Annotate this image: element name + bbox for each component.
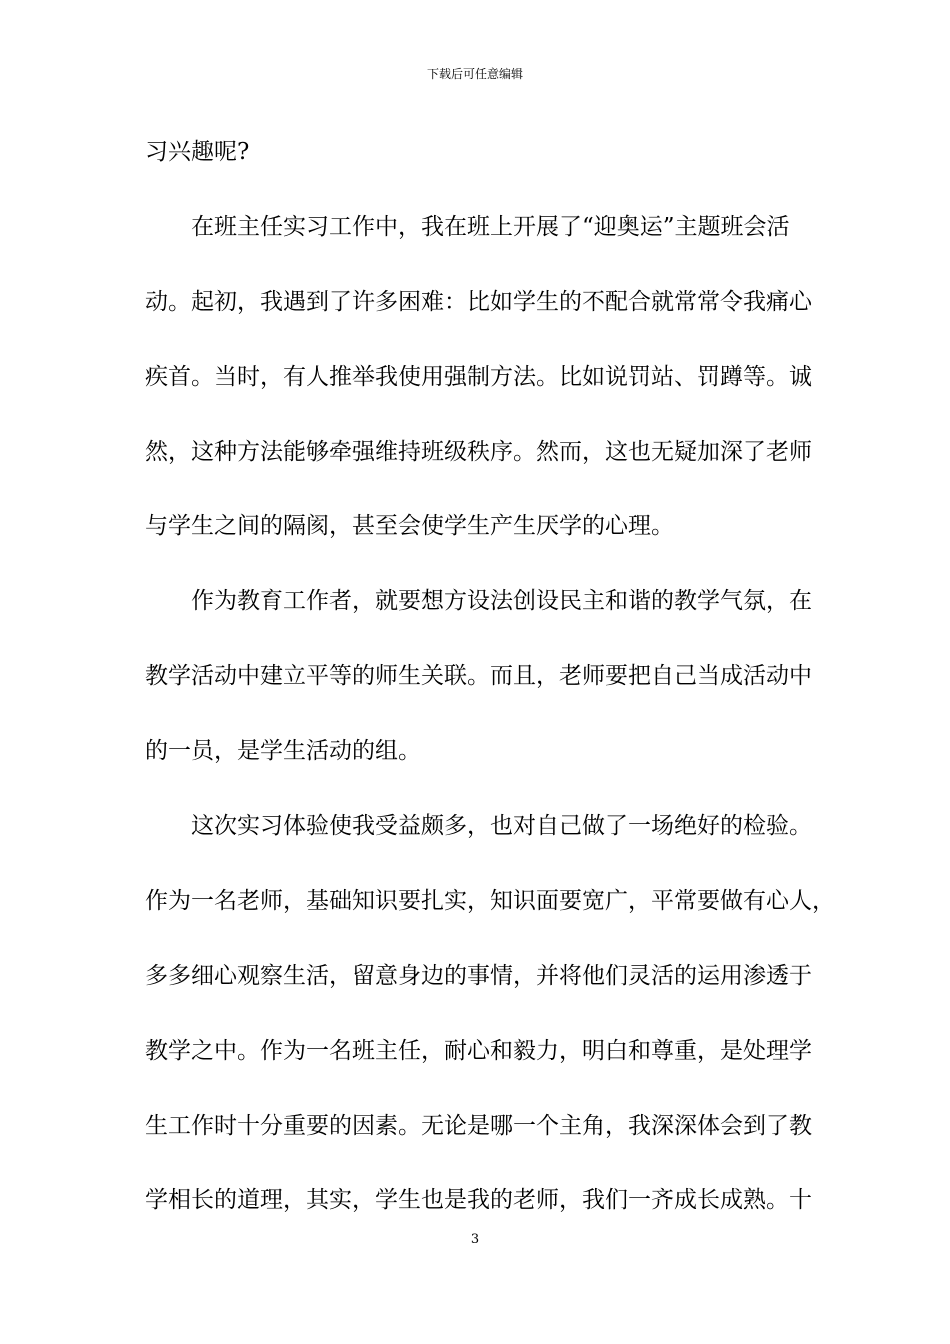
text-line: 多多细心观察生活，留意身边的事情，并将他们灵活的运用渗透于 — [145, 962, 812, 989]
text-line: 与学生之间的隔阂，甚至会使学生产生厌学的心理。 — [145, 513, 674, 540]
text-line: 作为教育工作者，就要想方设法创设民主和谐的教学气氛，在 — [191, 588, 812, 615]
text-line: 这次实习体验使我受益颇多，也对自己做了一场绝好的检验。 — [191, 813, 812, 840]
text-line: 学相长的道理，其实，学生也是我的老师，我们一齐成长成熟。十 — [145, 1187, 812, 1214]
text-line: 动。起初，我遇到了许多困难：比如学生的不配合就常常令我痛心 — [145, 288, 812, 315]
text-line: 疾首。当时，有人推举我使用强制方法。比如说罚站、罚蹲等。诚 — [145, 363, 812, 390]
text-line: 在班主任实习工作中，我在班上开展了“迎奥运”主题班会活 — [191, 213, 790, 240]
page-number: 3 — [470, 1232, 480, 1247]
text-line: 作为一名老师，基础知识要扎实，知识面要宽广，平常要做有心人， — [145, 887, 835, 914]
text-line: 习兴趣呢? — [145, 139, 250, 165]
text-line: 然，这种方法能够牵强维持班级秩序。然而，这也无疑加深了老师 — [145, 438, 812, 465]
body-text — [145, 134, 835, 1257]
text-line: 生工作时十分重要的因素。无论是哪一个主角，我深深体会到了教 — [145, 1112, 812, 1139]
text-line: 教学活动中建立平等的师生关联。而且，老师要把自己当成活动中 — [145, 663, 812, 690]
text-line: 的一员，是学生活动的组。 — [145, 738, 421, 765]
text-line: 教学之中。作为一名班主任，耐心和毅力，明白和尊重，是处理学 — [145, 1037, 812, 1064]
page-header: 下载后可任意编辑 — [426, 67, 523, 81]
